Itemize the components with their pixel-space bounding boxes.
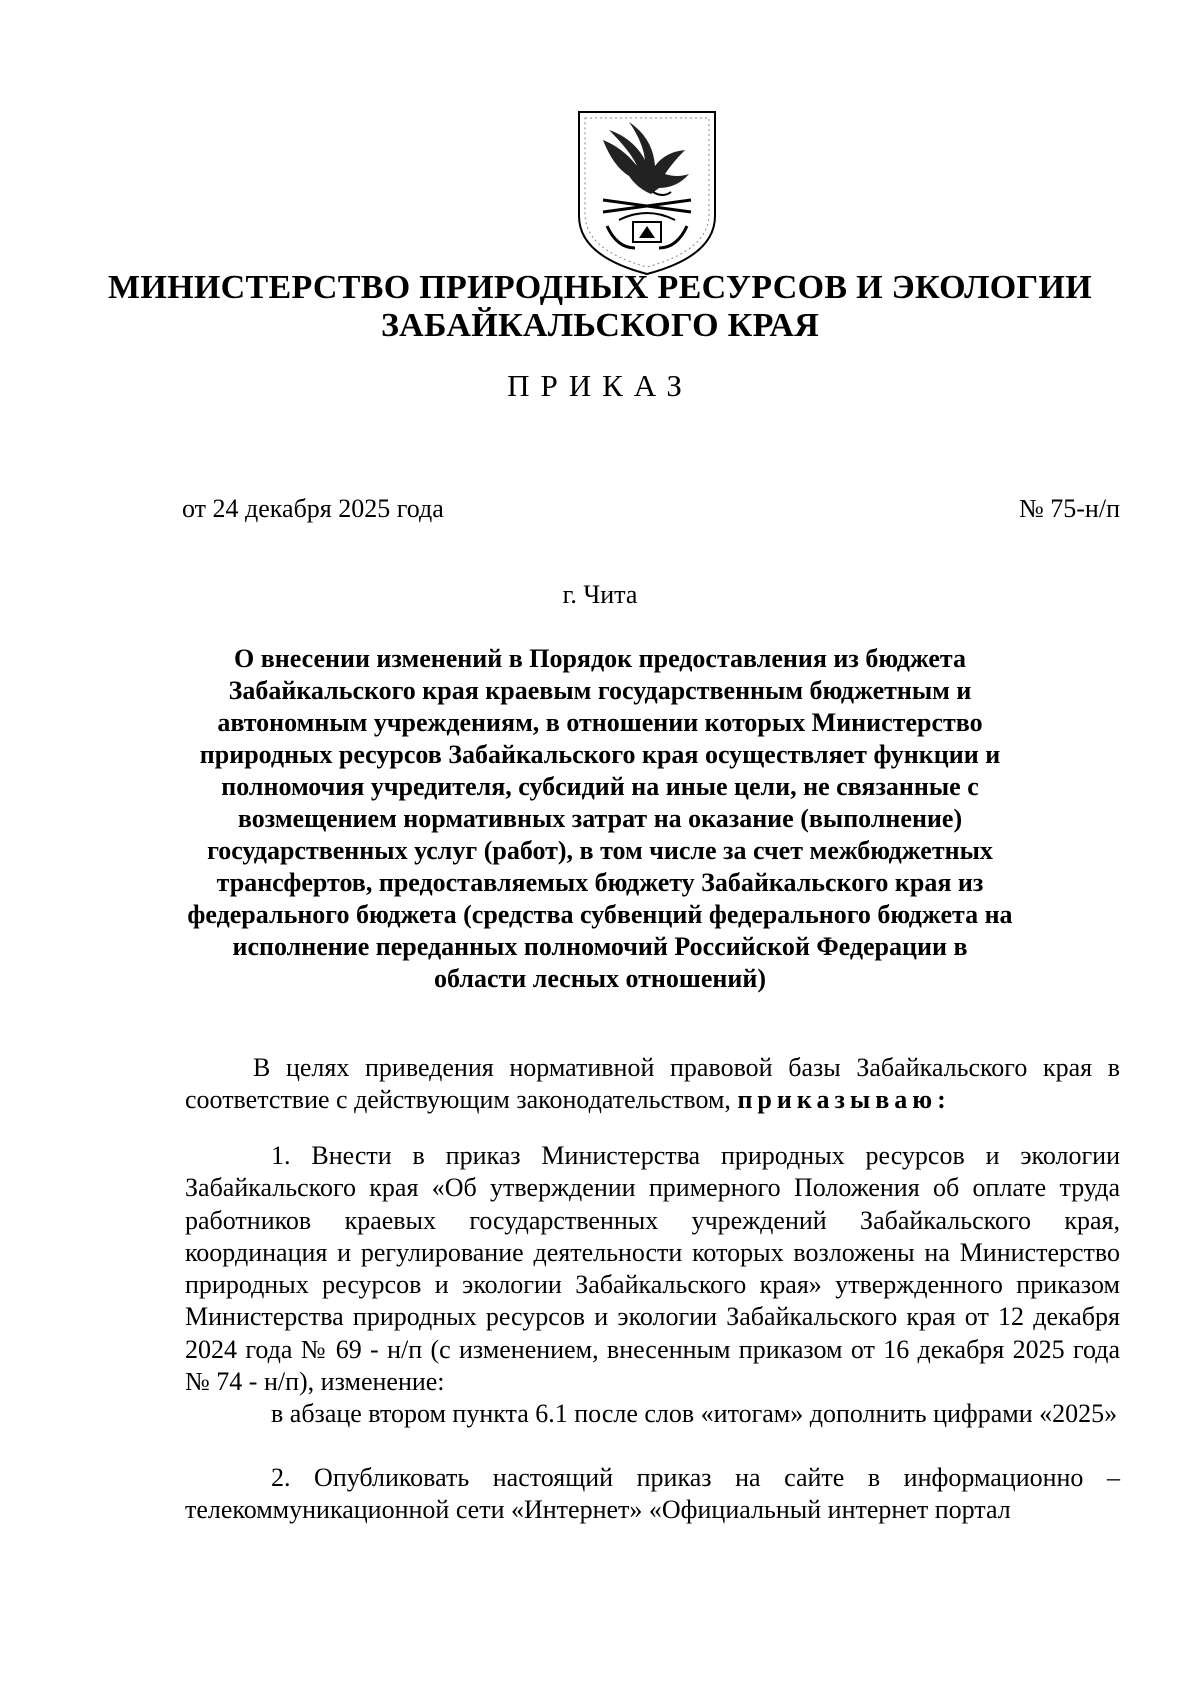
intro-text: В целях приведения нормативной правовой базы Забайкальского края в соответствие с действующим законодательством,: [185, 1053, 1120, 1115]
order-title: О внесении изменений в Порядок предоставления из бюджета Забайкальского края краевым государственным бюджетным и автономным учреждениям, в отношении которых Министерство природных ресурсов Забайкальского края осуществляет функции и полномочия учредителя, субсидий на иные цели, не связанные с возмещением нормативных затрат на оказание (выполнение) государственных услуг (работ), в том числе за счет межбюджетных трансфертов, предоставляемых бюджету Забайкальского края из федерального бюджета (средства субвенций федерального бюджета на исполнение переданных полномочий Российской Федерации в области лесных отношений): [187, 644, 1013, 993]
item-2-paragraph: 2. Опубликовать настоящий приказ на сайте в информационно – телекоммуникационной сети «Интернет» «Официальный интернет портал: [185, 1463, 1120, 1525]
org-name-line1: МИНИСТЕРСТВО ПРИРОДНЫХ РЕСУРСОВ И ЭКОЛОГИИ: [108, 269, 1092, 306]
order-date: от 24 декабря 2025 года: [182, 494, 444, 523]
order-verb: приказываю:: [737, 1085, 951, 1115]
document-type: ПРИКАЗ: [507, 368, 693, 403]
coat-of-arms-icon: [573, 108, 721, 278]
org-name-line2: ЗАБАЙКАЛЬСКОГО КРАЯ: [380, 307, 820, 344]
intro-paragraph: [185, 1052, 1120, 1117]
item-1-sub-paragraph: в абзаце втором пункта 6.1 после слов «итогам» дополнить цифрами «2025»: [271, 1399, 1118, 1428]
order-city: г. Чита: [562, 580, 638, 609]
item-1-paragraph: 1. Внести в приказ Министерства природных ресурсов и экологии Забайкальского края «Об утверждении примерного Положения об оплате труда работников краевых государственных учреждений Забайкальского края, координация и регулирование деятельности которых возложены на Министерство природных ресурсов и экологии Забайкальского края» утвержденного приказом Министерства природных ресурсов и экологии Забайкальского края от 12 декабря 2024 года № 69 - н/п (с изменением, внесенным приказом от 16 декабря 2025 года № 74 - н/п), изменение:: [185, 1141, 1120, 1397]
order-number: № 75-н/п: [1018, 494, 1120, 523]
